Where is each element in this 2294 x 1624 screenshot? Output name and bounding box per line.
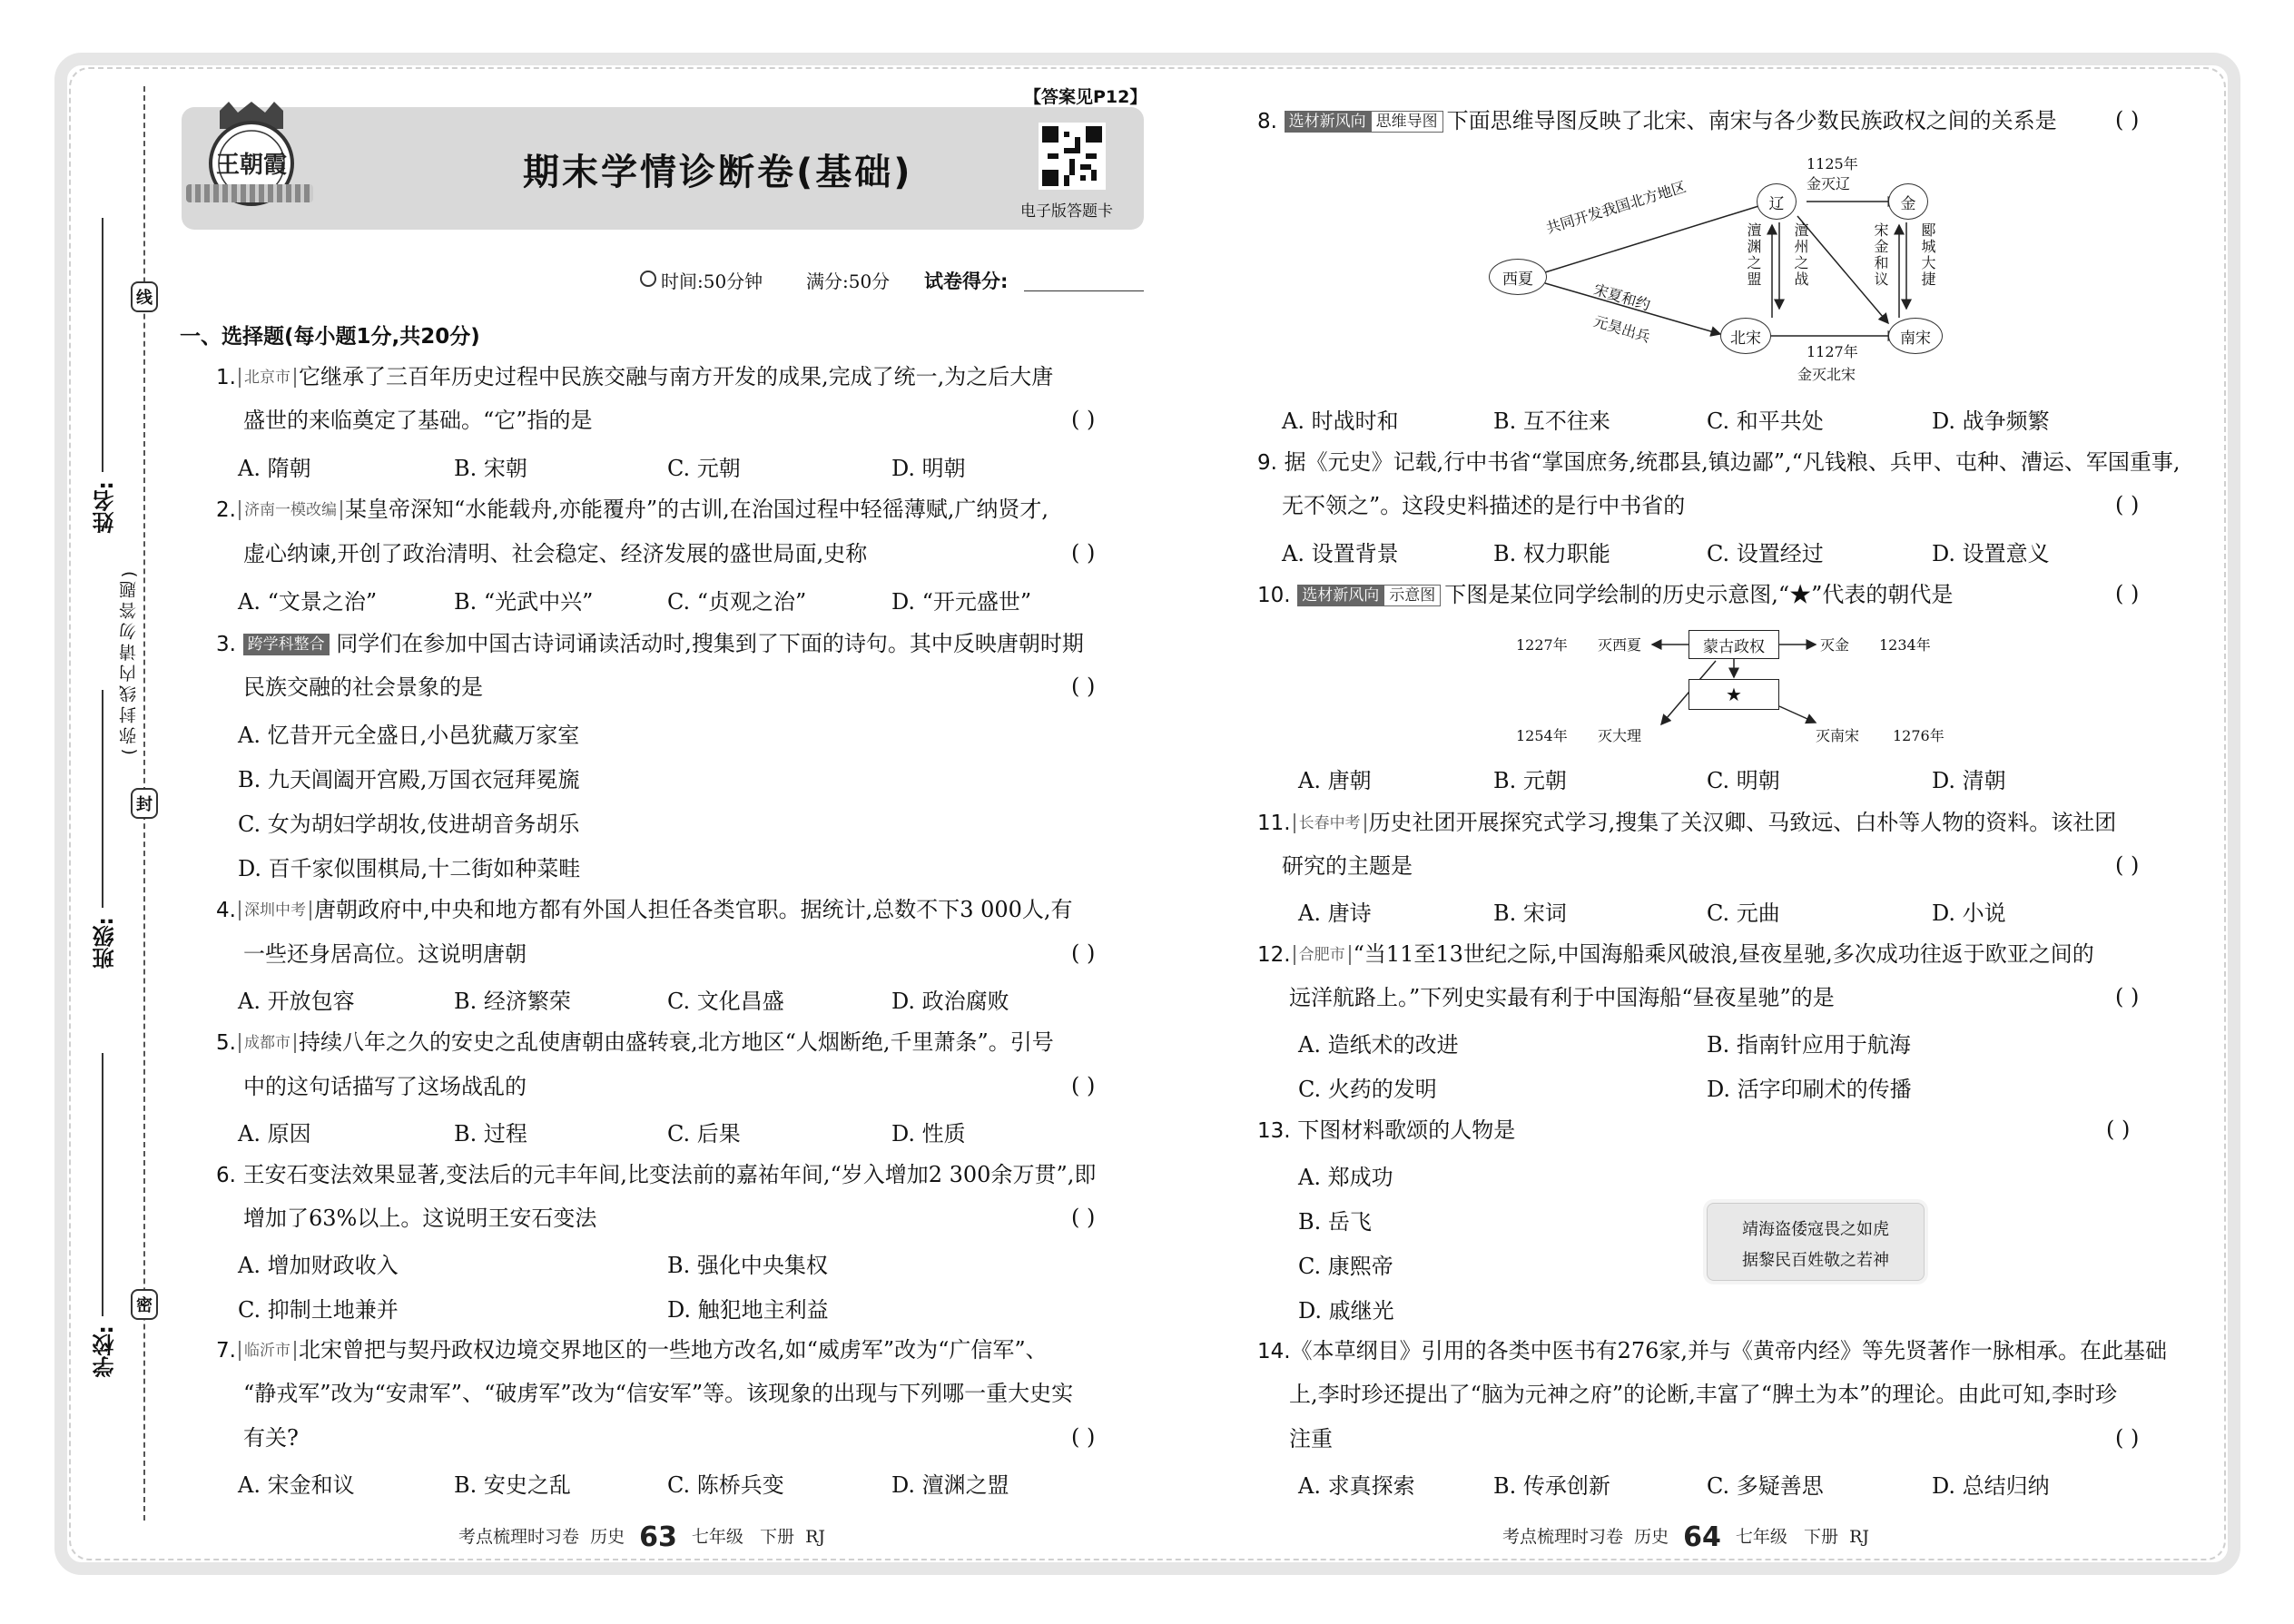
answer-blank-9[interactable]: ( ) [2115, 492, 2140, 517]
footer-left: 考点梳理时习卷 历史 63 七年级 下册 RJ [458, 1521, 826, 1553]
question-3-line-2: 民族交融的社会景象的是 [243, 674, 483, 700]
q1-option-a[interactable]: A. 隋朝 [238, 456, 311, 481]
q9-option-b[interactable]: B. 权力职能 [1493, 541, 1610, 566]
q7-option-b[interactable]: B. 安史之乱 [454, 1472, 571, 1498]
q4-option-a[interactable]: A. 开放包容 [238, 989, 355, 1014]
q1-option-b[interactable]: B. 宋朝 [454, 456, 527, 481]
q12-option-a[interactable]: A. 造纸术的改进 [1298, 1032, 1459, 1058]
q11-option-a[interactable]: A. 唐诗 [1298, 901, 1372, 926]
q14-option-d[interactable]: D. 总结归纳 [1932, 1473, 2050, 1499]
answer-blank-2[interactable]: ( ) [1071, 540, 1096, 566]
node-xixia: 西夏 [1489, 259, 1547, 295]
question-5-line-1: 5. 成都市 持续八年之久的安史之乱使唐朝由盛转衰,北方地区“人烟断绝,千里萧条”。引号 [216, 1029, 1054, 1055]
sch-1254: 1254年 [1516, 727, 1568, 744]
answer-blank-1[interactable]: ( ) [1071, 407, 1096, 432]
q14-option-b[interactable]: B. 传承创新 [1493, 1473, 1610, 1499]
question-11-line-2: 研究的主题是 [1282, 853, 1413, 879]
mm-tanzhou: 澶州之战 [1792, 222, 1809, 288]
question-4-line-1: 4. 深圳中考 唐朝政府中,中央和地方都有外国人担任各类官职。据统计,总数不下3 000人,有 [216, 897, 1073, 922]
q1-option-c[interactable]: C. 元朝 [667, 456, 741, 481]
q10-option-d[interactable]: D. 清朝 [1932, 768, 2006, 793]
q11-option-c[interactable]: C. 元曲 [1707, 901, 1780, 926]
q8-option-c[interactable]: C. 和平共处 [1707, 408, 1824, 434]
exam-score-label: 试卷得分: [924, 271, 1009, 292]
seal-mi-mark: 密 [131, 1289, 158, 1320]
question-14-line-3: 注重 [1289, 1426, 1333, 1452]
answer-blank-3[interactable]: ( ) [1071, 674, 1096, 699]
question-9-line-1: 9. 据《元史》记载,行中书省“掌国庶务,统郡县,镇边鄙”,“凡钱粮、兵甲、屯种、漕运、军国重事, [1257, 449, 2181, 475]
mm-yuanhao: 元昊出兵 [1591, 312, 1653, 346]
q9-option-c[interactable]: C. 设置经过 [1707, 541, 1824, 566]
q8-option-d[interactable]: D. 战争频繁 [1932, 408, 2050, 434]
answer-blank-5[interactable]: ( ) [1071, 1073, 1096, 1098]
poem-line-1: 靖海盗倭寇畏之如虎 [1742, 1220, 1889, 1239]
answer-blank-7[interactable]: ( ) [1071, 1424, 1096, 1450]
q7-option-c[interactable]: C. 陈桥兵变 [667, 1472, 784, 1498]
q12-option-c[interactable]: C. 火药的发明 [1298, 1077, 1437, 1102]
q9-option-d[interactable]: D. 设置意义 [1932, 541, 2050, 566]
logo-text: 王朝霞 [215, 152, 288, 179]
question-5-line-2: 中的这句话描写了这场战乱的 [243, 1074, 527, 1099]
sch-nansong: 灭南宋 [1816, 727, 1860, 744]
question-13-line-1: 13. 下图材料歌颂的人物是 [1257, 1117, 1516, 1143]
q2-option-d[interactable]: D. “开元盛世” [891, 589, 1032, 615]
page-number-left: 63 [639, 1521, 677, 1553]
qr-caption: 电子版答题卡 [1020, 202, 1113, 221]
q5-option-b[interactable]: B. 过程 [454, 1121, 527, 1147]
question-7-line-2: “静戎军”改为“安肃军”、“破虏军”改为“信安军”等。该现象的出现与下列哪一重大史实 [243, 1381, 1074, 1406]
answer-blank-11[interactable]: ( ) [2115, 852, 2140, 878]
answer-blank-12[interactable]: ( ) [2115, 984, 2140, 1009]
seal-notice: (弥封线内请勿答题) [119, 567, 139, 755]
mm-1125-event: 金灭辽 [1807, 175, 1851, 192]
answer-blank-4[interactable]: ( ) [1071, 940, 1096, 966]
question-11-line-1: 11. 长春中考 历史社团开展探究式学习,搜集了关汉卿、马致远、白朴等人物的资料。该社团 [1257, 810, 2117, 835]
sch-jin: 灭金 [1820, 636, 1850, 654]
node-nansong: 南宋 [1888, 318, 1943, 354]
history-schematic [1507, 625, 1943, 759]
q3-option-d[interactable]: D. 百千家似围棋局,十二街如种菜畦 [238, 856, 581, 881]
footer-right: 考点梳理时习卷 历史 64 七年级 下册 RJ [1502, 1521, 1870, 1553]
answer-blank-13[interactable]: ( ) [2106, 1117, 2131, 1142]
q6-option-b[interactable]: B. 强化中央集权 [667, 1253, 828, 1278]
question-9-line-2: 无不领之”。这段史料描述的是行中书省的 [1282, 493, 1686, 518]
answer-blank-8[interactable]: ( ) [2115, 107, 2140, 133]
seal-feng-mark: 封 [131, 788, 158, 819]
q3-option-b[interactable]: B. 九天阊阖开宫殿,万国衣冠拜冕旒 [238, 767, 580, 792]
q14-option-a[interactable]: A. 求真探索 [1298, 1473, 1415, 1499]
question-12-line-2: 远洋航路上。”下列史实最有利于中国海船“昼夜星驰”的是 [1289, 985, 1835, 1010]
question-12-line-1: 12. 合肥市 “当11至13世纪之际,中国海船乘风破浪,昼夜星驰,多次成功往返于欧亚之间的 [1257, 941, 2094, 967]
question-6-line-1: 6. 王安石变法效果显著,变法后的元丰年间,比变法前的嘉祐年间,“岁入增加2 300余万贯”,即 [216, 1162, 1097, 1187]
answer-ref: 【答案见P12】 [1024, 87, 1147, 107]
question-8-line-1: 8. 选材新风向 思维导图 下面思维导图反映了北宋、南宋与各少数民族政权之间的关系是 [1257, 108, 2057, 133]
question-7-line-3: 有关? [243, 1425, 299, 1451]
q1-option-d[interactable]: D. 明朝 [891, 456, 966, 481]
mm-chanyuan: 澶渊之盟 [1745, 222, 1762, 288]
q13-option-c[interactable]: C. 康熙帝 [1298, 1254, 1393, 1279]
class-field[interactable] [102, 690, 103, 908]
node-liao: 辽 [1757, 183, 1797, 220]
sch-1227: 1227年 [1516, 636, 1568, 654]
sch-dali: 灭大理 [1598, 727, 1642, 744]
poem-card [1707, 1203, 1925, 1281]
q11-option-d[interactable]: D. 小说 [1932, 901, 2006, 926]
q9-option-a[interactable]: A. 设置背景 [1282, 541, 1399, 566]
page-number-right: 64 [1683, 1521, 1721, 1553]
mm-songjin: 宋金和议 [1872, 222, 1889, 288]
q4-option-b[interactable]: B. 经济繁荣 [454, 989, 571, 1014]
node-beisong: 北宋 [1720, 318, 1771, 354]
q8-option-a[interactable]: A. 时战时和 [1282, 408, 1399, 434]
class-label: 班级: [93, 917, 118, 969]
q6-option-a[interactable]: A. 增加财政收入 [238, 1253, 399, 1278]
q7-option-d[interactable]: D. 澶渊之盟 [891, 1472, 1009, 1498]
q13-option-d[interactable]: D. 戚继光 [1298, 1298, 1394, 1324]
section-title: 一、选择题(每小题1分,共20分) [180, 325, 480, 349]
q10-option-b[interactable]: B. 元朝 [1493, 768, 1567, 793]
question-7-line-1: 7. 临沂市 北宋曾把与契丹政权边境交界地区的一些地方改名,如“威虏军”改为“广信军”、 [216, 1337, 1048, 1363]
school-label: 学校: [93, 1325, 118, 1378]
school-field[interactable] [102, 1053, 103, 1316]
q2-option-c[interactable]: C. “贞观之治” [667, 589, 807, 615]
q12-option-d[interactable]: D. 活字印刷术的传播 [1707, 1077, 1912, 1102]
q13-option-b[interactable]: B. 岳飞 [1298, 1209, 1372, 1235]
q12-option-b[interactable]: B. 指南针应用于航海 [1707, 1032, 1911, 1058]
question-3-line-1: 3. 跨学科整合 同学们在参加中国古诗词诵读活动时,搜集到了下面的诗句。其中反映唐朝时期 [216, 631, 1084, 656]
question-14-line-2: 上,李时珍还提出了“脑为元神之府”的论断,丰富了“脾土为本”的理论。由此可知,李时珍 [1289, 1382, 2117, 1407]
q6-option-c[interactable]: C. 抑制土地兼并 [238, 1297, 399, 1323]
mm-joint-dev: 共同开发我国北方地区 [1543, 178, 1689, 238]
mm-1127-year: 1127年 [1807, 343, 1858, 360]
mongol-box: 蒙古政权 [1689, 630, 1779, 659]
q14-option-c[interactable]: C. 多疑善思 [1707, 1473, 1824, 1499]
sch-1276: 1276年 [1893, 727, 1944, 744]
clock-icon [640, 271, 656, 287]
question-2-line-2: 虚心纳谏,开创了政治清明、社会稳定、经济发展的盛世局面,史称 [243, 541, 868, 566]
q2-option-a[interactable]: A. “文景之治” [238, 589, 378, 615]
mm-1125-year: 1125年 [1807, 155, 1858, 172]
sch-1234: 1234年 [1879, 636, 1931, 654]
question-10-line-1: 10. 选材新风向 示意图 下图是某位同学绘制的历史示意图,“★”代表的朝代是 [1257, 582, 1954, 607]
name-label: 姓名: [93, 481, 118, 534]
question-1-line-1: 1. 北京市 它继承了三百年历史过程中民族交融与南方开发的成果,完成了统一,为之后大唐 [216, 364, 1054, 389]
answer-blank-10[interactable]: ( ) [2115, 581, 2140, 606]
q10-option-c[interactable]: C. 明朝 [1707, 768, 1780, 793]
poem-line-2: 据黎民百姓敬之若神 [1742, 1251, 1889, 1270]
q11-option-b[interactable]: B. 宋词 [1493, 901, 1567, 926]
answer-blank-14[interactable]: ( ) [2115, 1425, 2140, 1451]
page-title: 期末学情诊断卷(基础) [523, 152, 913, 193]
q5-option-a[interactable]: A. 原因 [238, 1121, 311, 1147]
sch-xixia: 灭西夏 [1598, 636, 1642, 654]
q10-option-a[interactable]: A. 唐朝 [1298, 768, 1372, 793]
name-field[interactable] [102, 218, 103, 472]
answer-blank-6[interactable]: ( ) [1071, 1205, 1096, 1230]
question-14-line-1: 14.《本草纲目》引用的各类中医书有276家,并与《黄帝内经》等先贤著作一脉相承。在此基础 [1257, 1338, 2168, 1363]
q2-option-b[interactable]: B. “光武中兴” [454, 589, 594, 615]
q8-option-b[interactable]: B. 互不往来 [1493, 408, 1610, 434]
q4-option-c[interactable]: C. 文化昌盛 [667, 989, 784, 1014]
logo-band [186, 184, 313, 202]
exam-score-field[interactable] [1024, 290, 1144, 291]
seal-line-mark: 线 [131, 281, 158, 312]
mm-yancheng: 郾城大捷 [1919, 222, 1936, 288]
q4-option-d[interactable]: D. 政治腐败 [891, 989, 1009, 1014]
q6-option-d[interactable]: D. 触犯地主利益 [667, 1297, 829, 1323]
q5-option-d[interactable]: D. 性质 [891, 1121, 966, 1147]
q7-option-a[interactable]: A. 宋金和议 [238, 1472, 355, 1498]
question-2-line-1: 2. 济南一模改编 某皇帝深知“水能载舟,亦能覆舟”的古训,在治国过程中轻徭薄赋,广纳贤才, [216, 497, 1049, 522]
q5-option-c[interactable]: C. 后果 [667, 1121, 741, 1147]
star-box: ★ [1689, 679, 1779, 710]
mind-map [1489, 145, 1961, 390]
exam-full-score: 满分:50分 [806, 271, 891, 292]
node-jin: 金 [1888, 183, 1928, 220]
q13-option-a[interactable]: A. 郑成功 [1298, 1165, 1393, 1190]
question-4-line-2: 一些还身居高位。这说明唐朝 [243, 941, 527, 967]
mm-song-xia: 宋夏和约 [1591, 281, 1653, 314]
qr-code[interactable] [1039, 123, 1106, 190]
exam-time: 时间:50分钟 [661, 271, 763, 292]
q3-option-c[interactable]: C. 女为胡妇学胡妆,伎进胡音务胡乐 [238, 812, 580, 837]
question-1-line-2: 盛世的来临奠定了基础。“它”指的是 [243, 408, 593, 433]
question-6-line-2: 增加了63%以上。这说明王安石变法 [243, 1206, 597, 1231]
mm-1127-event: 金灭北宋 [1797, 366, 1856, 383]
q3-option-a[interactable]: A. 忆昔开元全盛日,小邑犹藏万家室 [238, 723, 580, 748]
